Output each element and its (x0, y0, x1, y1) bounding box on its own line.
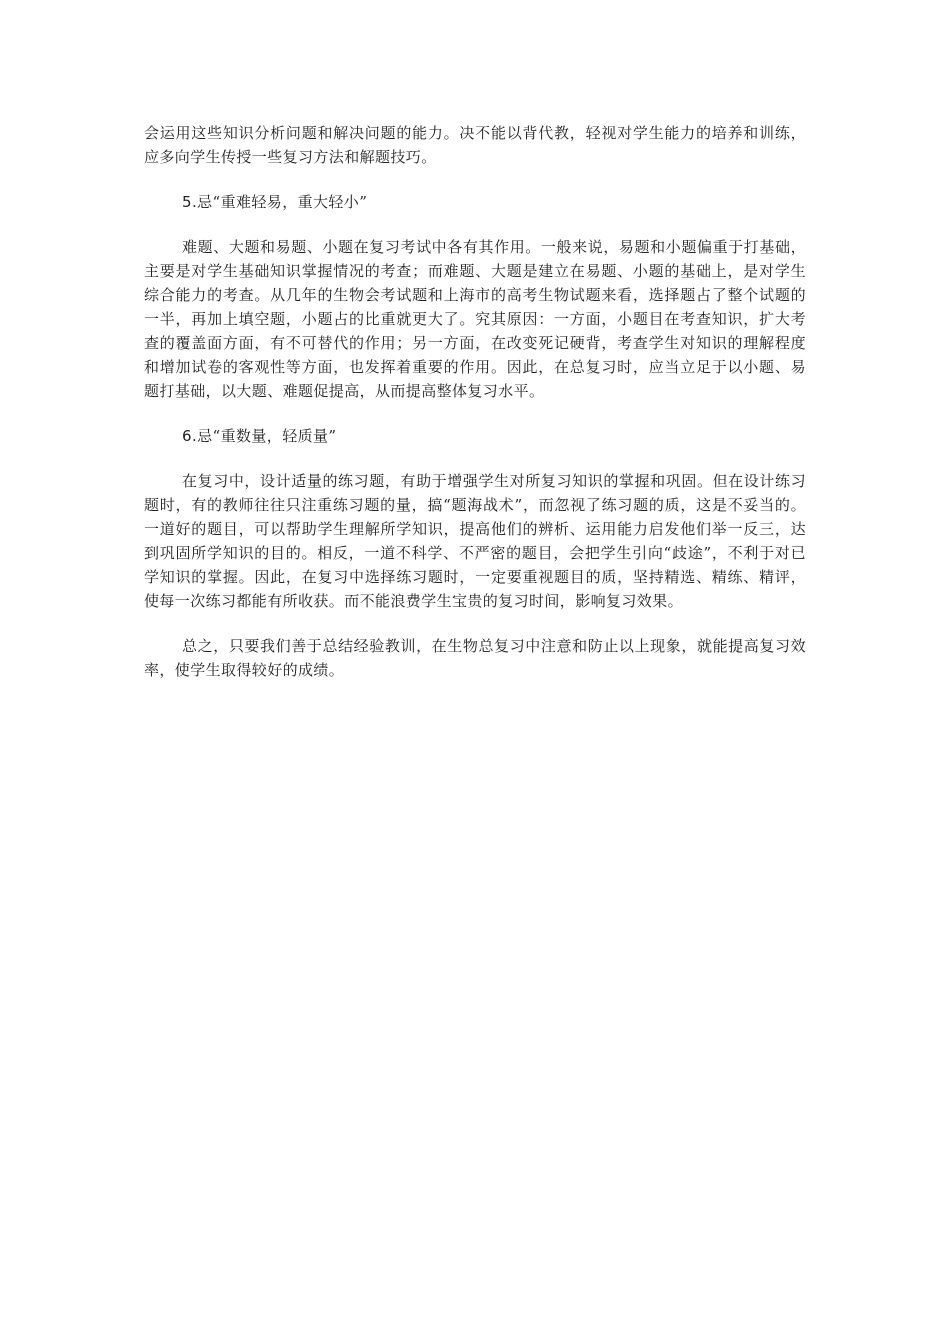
section-6-heading (144, 424, 806, 448)
section-5-heading (144, 190, 806, 214)
section-5-title: 忌“重难轻易，重大轻小” (197, 193, 368, 211)
document-body (144, 121, 806, 703)
continuation-paragraph: 会运用这些知识分析问题和解决问题的能力。决不能以背代教，轻视对学生能力的培养和训练，应多向学生传授一些复习方法和解题技巧。 (144, 124, 806, 166)
section-6-number: 6. (182, 427, 198, 445)
section-5-number: 5. (182, 193, 198, 211)
section-6-paragraph: 在复习中，设计适量的练习题，有助于增强学生对所复习知识的掌握和巩固。但在设计练习题时，有的教师往往只注重练习题的量，搞“题海战术”，而忽视了练习题的质，这是不妥当的。一道好的题目，可以帮助学生理解所学知识，提高他们的辨析、运用能力启发他们举一反三，达到巩固所学知识的目的。相反，一道不科学、不严密的题目，会把学生引向“歧途”，不利于对已学知识的掌握。因此，在复习中选择练习题时，一定要重视题目的质，坚持精选、精练、精评，使每一次练习都能有所收获。而不能浪费学生宝贵的复习时间，影响复习效果。 (144, 472, 806, 610)
summary-paragraph: 总之，只要我们善于总结经验教训，在生物总复习中注意和防止以上现象，就能提高复习效率，使学生取得较好的成绩。 (144, 637, 806, 679)
section-6-title: 忌“重数量，轻质量” (197, 427, 337, 445)
section-5-paragraph: 难题、大题和易题、小题在复习考试中各有其作用。一般来说，易题和小题偏重于打基础，主要是对学生基础知识掌握情况的考查；而难题、大题是建立在易题、小题的基础上，是对学生综合能力的考查。从几年的生物会考试题和上海市的高考生物试题来看，选择题占了整个试题的一半，再加上填空题，小题占的比重就更大了。究其原因：一方面，小题目在考查知识，扩大考查的覆盖面方面，有不可替代的作用；另一方面，在改变死记硬背，考查学生对知识的理解程度和增加试卷的客观性等方面，也发挥着重要的作用。因此，在总复习时，应当立足于以小题、易题打基础，以大题、难题促提高，从而提高整体复习水平。 (144, 238, 806, 400)
